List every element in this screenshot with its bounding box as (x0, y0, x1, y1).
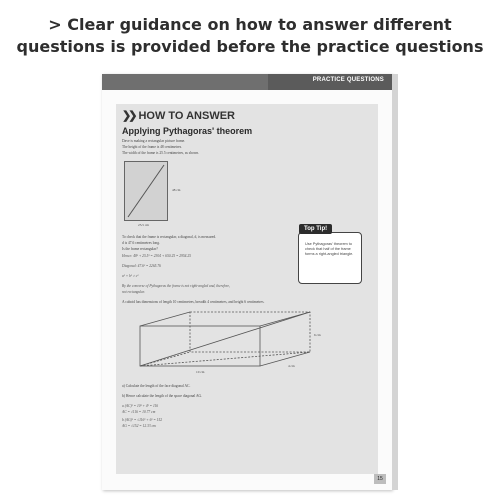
answer-line: AC = √116 = 10.77 cm (122, 410, 156, 414)
question-line: a) Calculate the length of the face diagonal AC. (122, 384, 191, 388)
how-to-answer-title (122, 109, 235, 122)
how-to-answer-box (116, 104, 378, 474)
page-edge-bar (392, 74, 398, 490)
check-line: not rectangular. (122, 290, 145, 294)
intro-line: Dave is making a rectangular picture frame. (122, 139, 186, 143)
answer-line: AG = √152 = 12.33 cm (122, 424, 156, 428)
intro-line: The width of the frame is 25.5 centimetres, as shown. (122, 151, 200, 155)
frame-diagram (124, 161, 168, 221)
section-subtitle: Applying Pythagoras' theorem (122, 126, 253, 136)
check-line: Is the frame rectangular? (122, 247, 158, 251)
page-header-bar (102, 74, 392, 90)
promo-heading-line-1: > Clear guidance on how to answer different (48, 15, 452, 34)
cuboid-length-label: 10 cm (196, 370, 205, 374)
top-tip-text: Use Pythagoras' theorem to check that half of the frame forms a right-angled triangle. (305, 242, 354, 256)
promo-heading (0, 14, 500, 58)
cuboid-height-label: 6 cm (314, 333, 321, 337)
frame-diagonal-line (125, 162, 167, 220)
top-tip-title: Top Tip! (299, 224, 332, 234)
frame-height-label: 48 cm (172, 188, 181, 192)
double-chevron-icon: ❯❯ (122, 110, 135, 122)
check-line: d is 47.6 centimetres long. (122, 241, 160, 245)
top-tip-callout (298, 226, 362, 284)
check-line: By the converse of Pythagoras the frame is not right-angled and, therefore, (122, 284, 231, 288)
answer-line: b (AG)² = √116² + 6² = 152 (122, 418, 163, 422)
how-to-answer-label: HOW TO ANSWER (138, 110, 235, 122)
frame-width-label: 25.5 cm (138, 223, 149, 227)
intro-line: The height of the frame is 48 centimetres. (122, 145, 183, 149)
check-line: a² + b² ≠ c² (122, 274, 139, 278)
cuboid-breadth-label: 4 cm (288, 364, 295, 368)
book-page (102, 74, 392, 490)
check-line: Hence: 48² + 25.5² = 2304 + 650.25 = 2954.25 (122, 254, 191, 258)
page-header-tab (268, 74, 392, 90)
question-line: b) Hence calculate the length of the space diagonal AG. (122, 394, 203, 398)
cuboid-diagram (136, 308, 346, 376)
page-header-label: PRACTICE QUESTIONS (312, 77, 384, 83)
check-line: Diagonal: 47.6² = 2265.76 (122, 264, 161, 268)
promo-heading-line-2: questions is provided before the practice questions (16, 37, 484, 56)
cuboid-description: A cuboid has dimensions of length 10 centimetres, breadth 4 centimetres, and height 6 centimetres. (122, 300, 265, 304)
answer-line: a (AC)² = 10² + 4² = 116 (122, 404, 159, 408)
check-line: To check that the frame is rectangular, a diagonal, d, is measured. (122, 235, 217, 239)
page-number: 15 (374, 474, 386, 484)
